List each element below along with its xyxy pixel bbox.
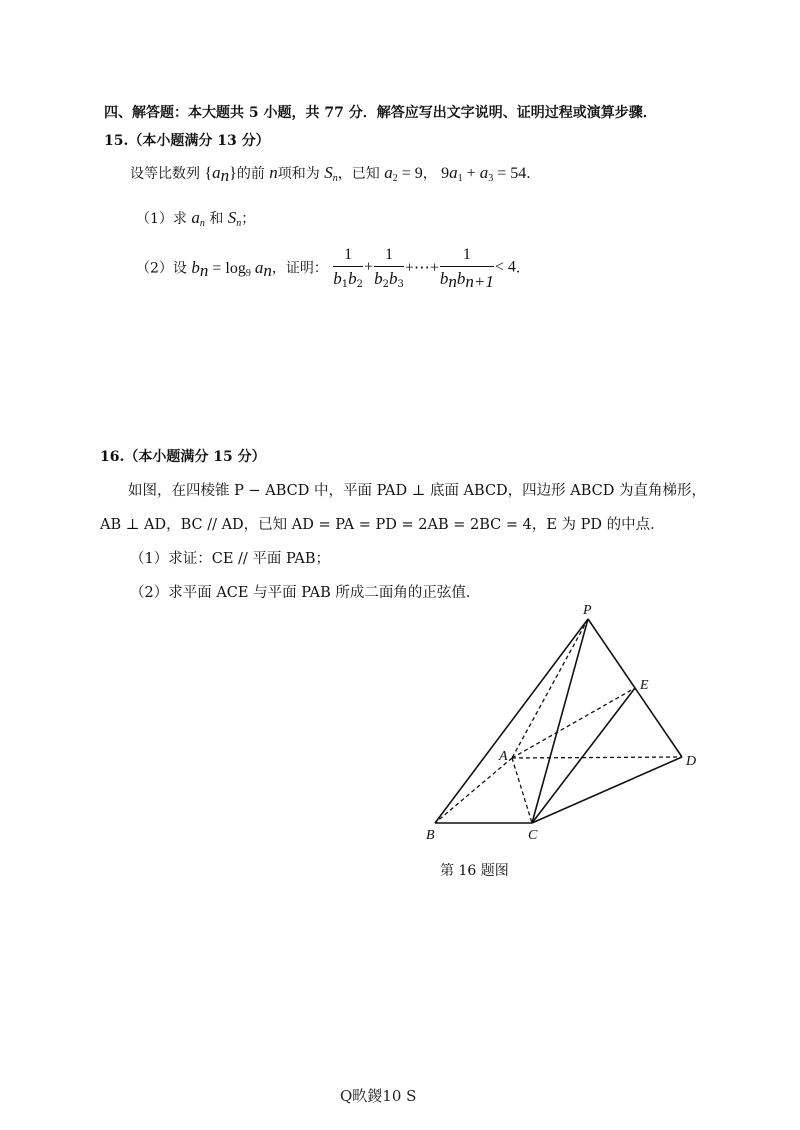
label-B: B [426,828,435,843]
edge-AD [512,757,682,758]
ellipsis-sign: +⋯+ [404,259,439,277]
edge-CD [532,757,682,823]
q15-intro-prefix: 设等比数列 [130,166,200,182]
q15-intro-mid2: 项和为 [277,166,320,182]
math-n: n [269,163,278,182]
q15-intro-mid4: ， [422,166,437,182]
edge-AE [512,688,635,758]
edge-CE [532,688,635,823]
math-cond1: $a_2 = 9$ [384,163,423,184]
q16-number: 16. [100,449,125,465]
math-Sn: $S_n$ [324,163,338,184]
q15-part1-label: （1）求 [136,211,187,227]
fraction-2: $\frac{1}{b_2b_3}$ [374,246,404,290]
q16-line1: 如图，在四棱锥 P − ABCD 中，平面 PAD ⊥ 底面 ABCD，四边形 ABCD 为直角梯形， [128,483,707,499]
q15-part2-label: （2）设 [136,260,187,277]
math-bn-def: $b_n = \log_9 a_n$ [191,257,272,280]
figure-caption: 第 16 题图 [440,863,509,879]
edge-PC [532,619,588,823]
inequality: < 4 [494,258,516,276]
math-an: $a_n$ [191,208,205,229]
edge-PA [512,619,588,758]
label-P: P [583,603,592,618]
q15-part1-and: 和 [209,211,224,227]
q15-intro-mid1: 的前 [236,166,265,182]
q15-part2-prove: ，证明： [271,260,328,277]
q15-points: （本小题满分 13 分） [128,133,270,149]
edge-AB [435,758,512,823]
fraction-n: $\frac{1}{b_nb_{n+1}}$ [439,246,494,291]
q16-points: （本小题满分 15 分） [124,449,266,465]
math-cond2: $9a_1 + a_3 = 54$ [441,163,527,184]
label-E: E [640,678,649,693]
section-heading: 四、解答题：本大题共 5 小题，共 77 分．解答应写出文字说明、证明过程或演算步骤． [104,105,657,121]
q15-number: 15. [104,133,129,149]
page-footer: Q畂鍐10 S [340,1087,417,1105]
edge-PB [435,619,588,823]
math-seq: $\{a_n\}$ [204,163,237,185]
q15-part1-end: ； [241,211,256,227]
math-Sn-2: $S_n$ [227,208,242,229]
q16-line2: AB ⊥ AD，BC // AD，已知 AD = PA = PD = 2AB = 2BC = 4，E 为 PD 的中点． [100,517,665,533]
q15-part2-period: ． [515,260,530,277]
q16-part1: （1）求证：CE // 平面 PAB； [130,551,331,567]
label-D: D [686,754,697,769]
q15-intro-period: ． [526,166,541,182]
plus-sign: + [364,258,374,276]
fraction-1: $\frac{1}{b_1b_2}$ [333,246,364,290]
q15-intro-mid3: ，已知 [337,166,380,182]
label-A: A [499,749,508,764]
q16-part2: （2）求平面 ACE 与平面 PAB 所成二面角的正弦值． [130,585,481,601]
label-C: C [528,828,538,843]
edge-AC [512,758,532,823]
